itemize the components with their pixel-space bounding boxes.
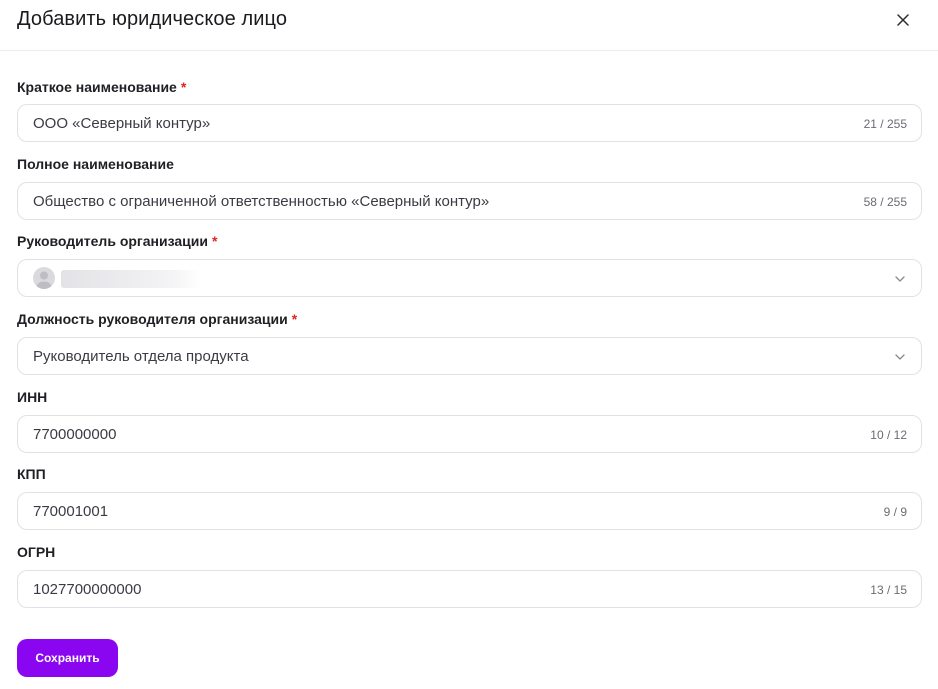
kpp-counter: 9 / 9: [883, 505, 907, 519]
head-select[interactable]: [17, 259, 922, 297]
short-name-input[interactable]: [17, 104, 922, 142]
modal-header: [0, 0, 938, 51]
head-position-field: [17, 310, 922, 376]
ogrn-value: 1027700000000: [33, 581, 142, 598]
head-label: Руководитель организации *: [17, 233, 218, 249]
modal-title: Добавить юридическое лицо: [17, 8, 288, 30]
short-name-field: [17, 77, 922, 143]
full-name-label: Полное наименование: [17, 156, 174, 172]
full-name-counter: 58 / 255: [863, 195, 907, 209]
head-field: [17, 232, 922, 298]
short-name-counter: 21 / 255: [863, 117, 907, 131]
inn-label: ИНН: [17, 389, 48, 405]
required-mark: *: [211, 233, 218, 249]
chevron-down-icon: [893, 272, 907, 286]
inn-value: 7700000000: [33, 426, 117, 443]
user-avatar-icon: [33, 267, 55, 289]
head-position-select[interactable]: [17, 337, 922, 375]
head-position-value: Руководитель отдела продукта: [33, 348, 249, 365]
inn-field: [17, 388, 922, 454]
inn-counter: 10 / 12: [870, 428, 907, 442]
kpp-label: КПП: [17, 466, 46, 482]
save-button[interactable]: Сохранить: [17, 639, 118, 677]
required-mark: *: [291, 311, 298, 327]
ogrn-input[interactable]: [17, 570, 922, 608]
close-button[interactable]: [892, 9, 914, 31]
ogrn-counter: 13 / 15: [870, 583, 907, 597]
chevron-down-icon: [893, 350, 907, 364]
short-name-value: ООО «Северный контур»: [33, 115, 211, 132]
required-mark: *: [180, 79, 187, 95]
kpp-value: 770001001: [33, 503, 109, 520]
kpp-input[interactable]: [17, 492, 922, 530]
full-name-field: [17, 155, 922, 221]
kpp-field: [17, 465, 922, 531]
head-position-label: Должность руководителя организации *: [17, 311, 298, 327]
ogrn-label: ОГРН: [17, 544, 56, 560]
ogrn-field: [17, 543, 922, 609]
redacted-name: [61, 270, 201, 288]
close-icon: [897, 14, 909, 26]
full-name-input[interactable]: [17, 182, 922, 220]
short-name-label: Краткое наименование *: [17, 79, 187, 95]
full-name-value: Общество с ограниченной ответственностью «Северный контур»: [33, 193, 490, 210]
inn-input[interactable]: [17, 415, 922, 453]
